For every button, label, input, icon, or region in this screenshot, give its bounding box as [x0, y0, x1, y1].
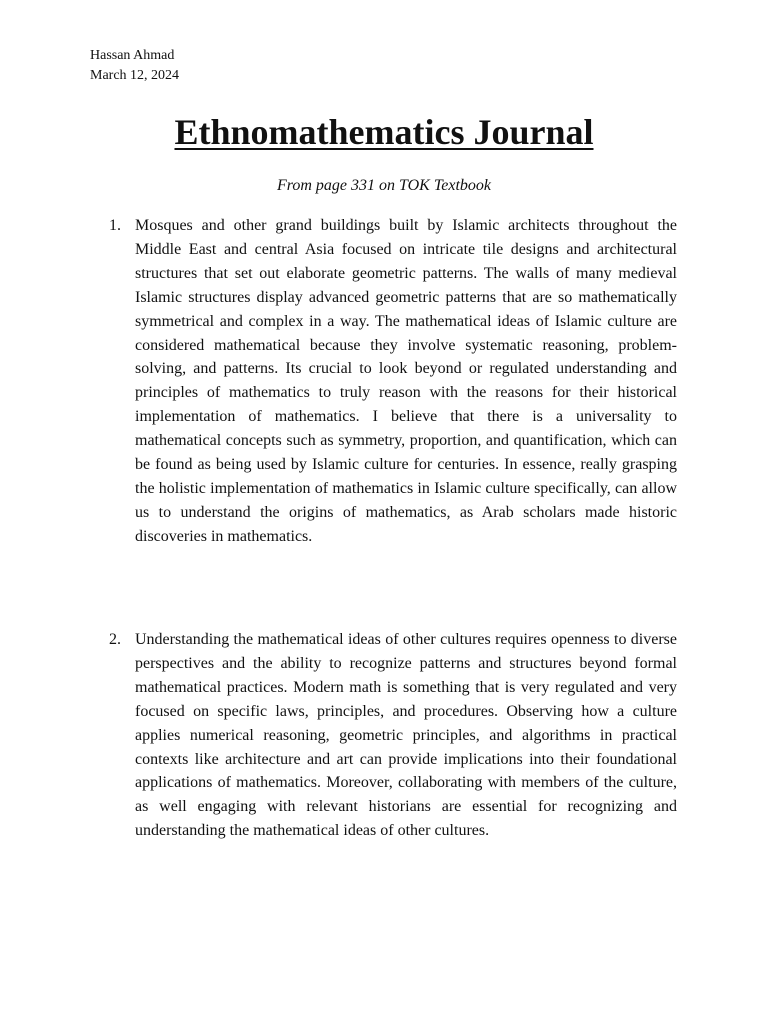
author-header	[90, 46, 179, 86]
page-title	[0, 108, 768, 156]
journal-entry-1	[109, 214, 677, 549]
entry-text: Understanding the mathematical ideas of other cultures requires openness to diverse perspectives and the ability to recognize patterns and structures beyond formal mathematical practices. Modern math is something that is very regulated and very focused on specific laws, principles, and procedures. Observing how a culture applies numerical reasoning, geometric principles, and algorithms in practical contexts like architecture and art can provide implications into their foundational applications of mathematics. Moreover, collaborating with members of the culture, as well engaging with relevant historians are essential for recognizing and understanding the mathematical ideas of other cultures.	[135, 631, 677, 840]
page-subtitle: From page 331 on TOK Textbook	[276, 177, 492, 194]
entry-number: 2.	[109, 631, 121, 648]
document-date: March 12, 2024	[90, 68, 180, 83]
page-title-text: Ethnomathematics Journal	[174, 112, 594, 152]
journal-entry-2	[109, 628, 677, 843]
entry-number: 1.	[109, 217, 121, 234]
author-name: Hassan Ahmad	[90, 48, 175, 63]
entry-text: Mosques and other grand buildings built by Islamic architects throughout the Middle East and central Asia focused on intricate tile designs and architectural structures that set out elaborate geometric patterns. The walls of many medieval Islamic structures display advanced geometric patterns that are so mathematically symmetrical and complex in a way. The mathematical ideas of Islamic culture are considered mathematical because they involve systematic reasoning, problem-solving, and patterns. Its crucial to look beyond or regulated understanding and principles of mathematics to truly reason with the reasons for their historical implementation of mathematics. I believe that there is a universality to mathematical concepts such as symmetry, proportion, and quantification, which can be found as being used by Islamic culture for centuries. In essence, really grasping the holistic implementation of mathematics in Islamic culture specifically, can allow us to understand the origins of mathematics, as Arab scholars made historic discoveries in mathematics.	[135, 217, 677, 545]
